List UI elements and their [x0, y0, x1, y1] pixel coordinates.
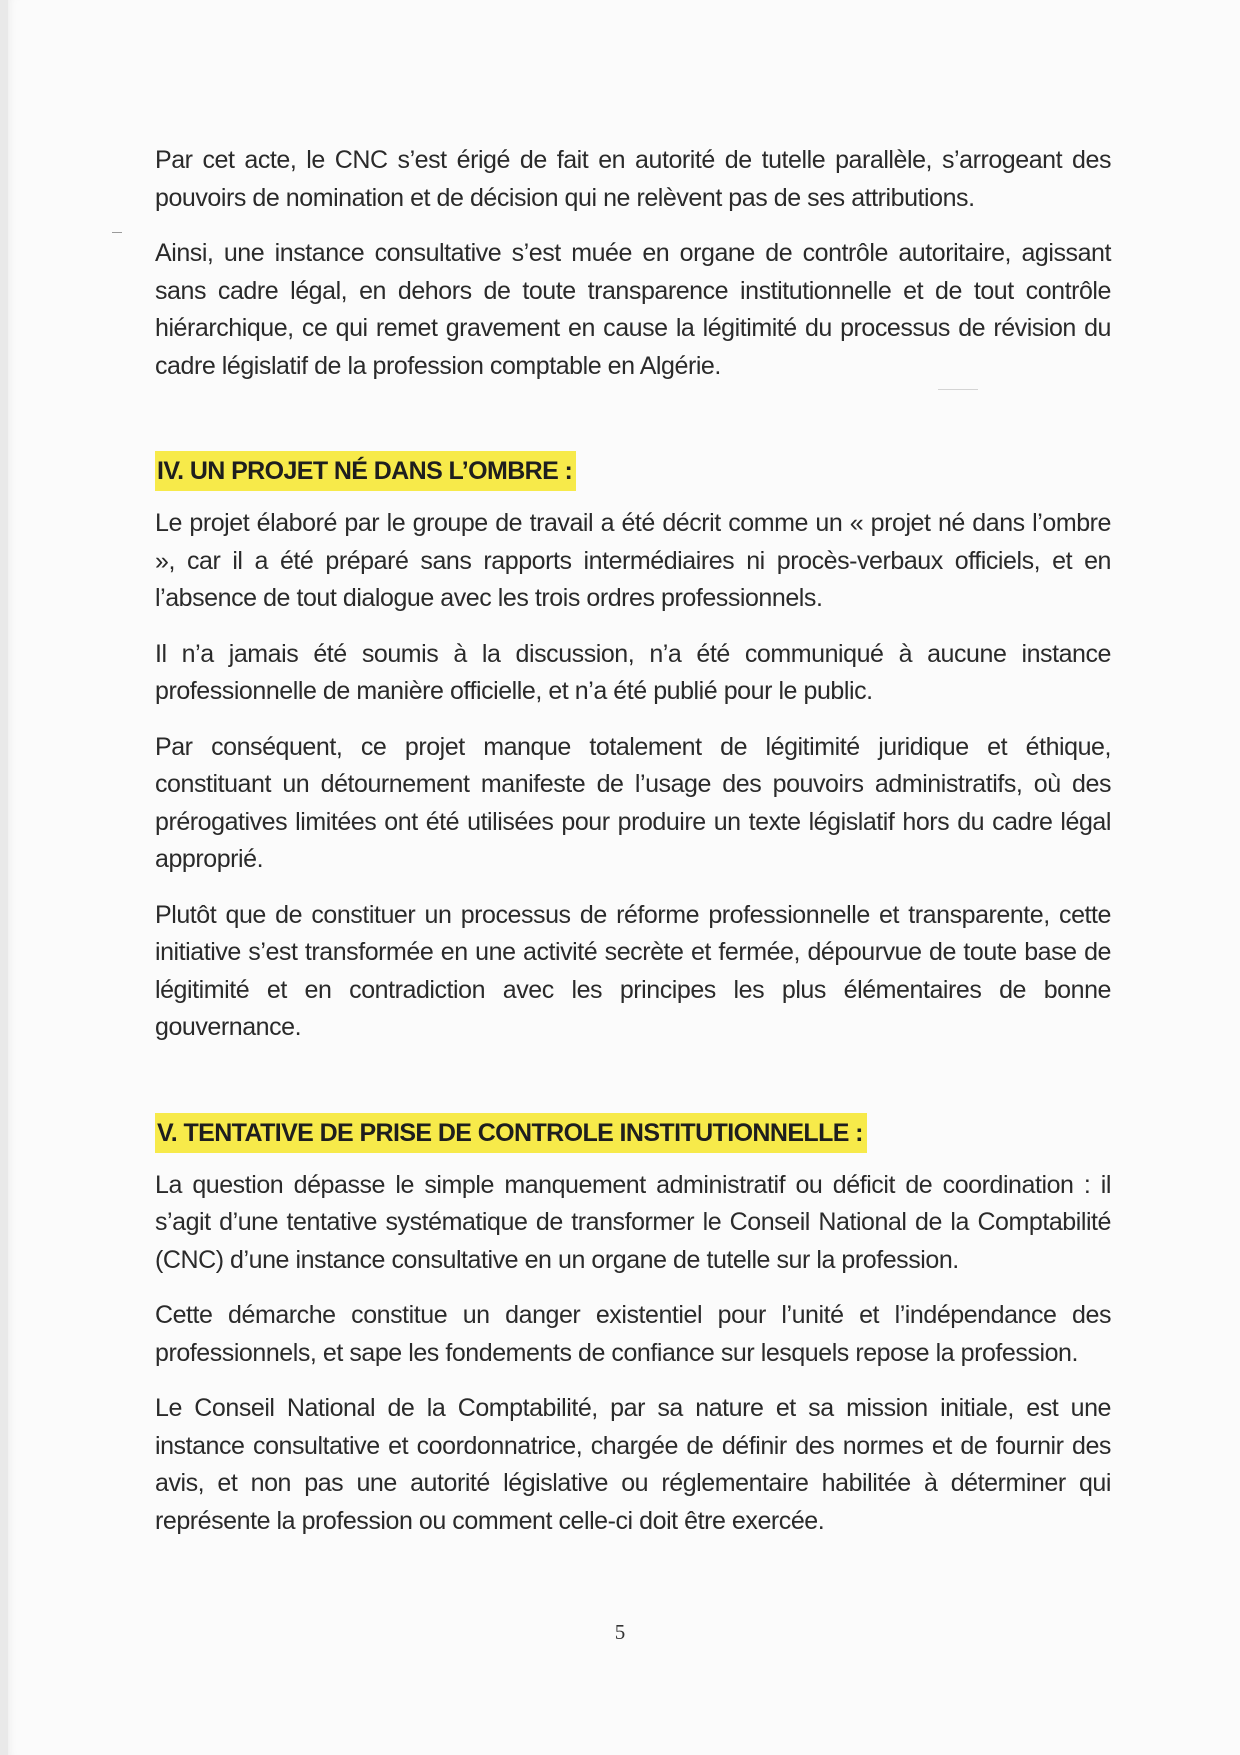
scan-mark [112, 232, 122, 233]
document-page [8, 0, 1240, 1755]
paragraph-s4-1: Le projet élaboré par le groupe de travail a été décrit comme un « projet né dans l’ombre », car il a été préparé sans rapports intermédiaires ni procès-verbaux officiels, et en l’absence de tout dialogue avec les trois ordres professionnels. [155, 509, 1111, 612]
paragraph-s5-2: Cette démarche constitue un danger existentiel pour l’unité et l’indépendance des professionnels, et sape les fondements de confiance sur lesquels repose la profession. [155, 1301, 1111, 1367]
document-body [155, 142, 1111, 1558]
paragraph-intro-2: Ainsi, une instance consultative s’est muée en organe de contrôle autoritaire, agissant sans cadre légal, en dehors de toute transparence institutionnelle et de tout contrôle hiérarchique, ce qui remet gravement en cause la légitimité du processus de révision du cadre législatif de la profession comptable en Algérie. [155, 239, 1111, 380]
paragraph-s5-1: La question dépasse le simple manquement administratif ou déficit de coordination : il s’agit d’une tentative systématique de transformer le Conseil National de la Comptabilité (CNC) d’une instance consultative en un organe de tutelle sur la profession. [155, 1170, 1111, 1274]
paragraph-s5-3: Le Conseil National de la Comptabilité, par sa nature et sa mission initiale, est une instance consultative et coordonnatrice, chargée de définir des normes et de fournir des avis, et non pas une autorité législative ou réglementaire habilitée à déterminer qui représente la profession ou comment celle-ci doit être exercée. [155, 1394, 1111, 1535]
highlighted-heading-text: IV. UN PROJET NÉ DANS L’OMBRE : [155, 451, 576, 491]
paragraph-s4-2: Il n’a jamais été soumis à la discussion, n’a été communiqué à aucune instance professionnelle de manière officielle, et n’a été publié pour le public. [155, 639, 1111, 705]
section-heading-iv [155, 451, 1111, 491]
paragraph-s4-3: Par conséquent, ce projet manque totalement de légitimité juridique et éthique, constituant un détournement manifeste de l’usage des pouvoirs administratifs, où des prérogatives limitées ont été utilisées pour produire un texte législatif hors du cadre légal approprié. [155, 732, 1111, 873]
highlighted-heading-text: V. TENTATIVE DE PRISE DE CONTROLE INSTITUTIONNELLE : [155, 1113, 867, 1153]
paragraph-s4-4: Plutôt que de constituer un processus de réforme professionnelle et transparente, cette initiative s’est transformée en une activité secrète et fermée, dépourvue de toute base de légitimité et en contradiction avec les principes les plus élémentaires de bonne gouvernance. [155, 900, 1111, 1041]
page-number: 5 [614, 1620, 626, 1644]
section-heading-v [155, 1113, 1111, 1153]
paragraph-intro-1: Par cet acte, le CNC s’est érigé de fait en autorité de tutelle parallèle, s’arrogeant des pouvoirs de nomination et de décision qui ne relèvent pas de ses attributions. [155, 146, 1111, 212]
